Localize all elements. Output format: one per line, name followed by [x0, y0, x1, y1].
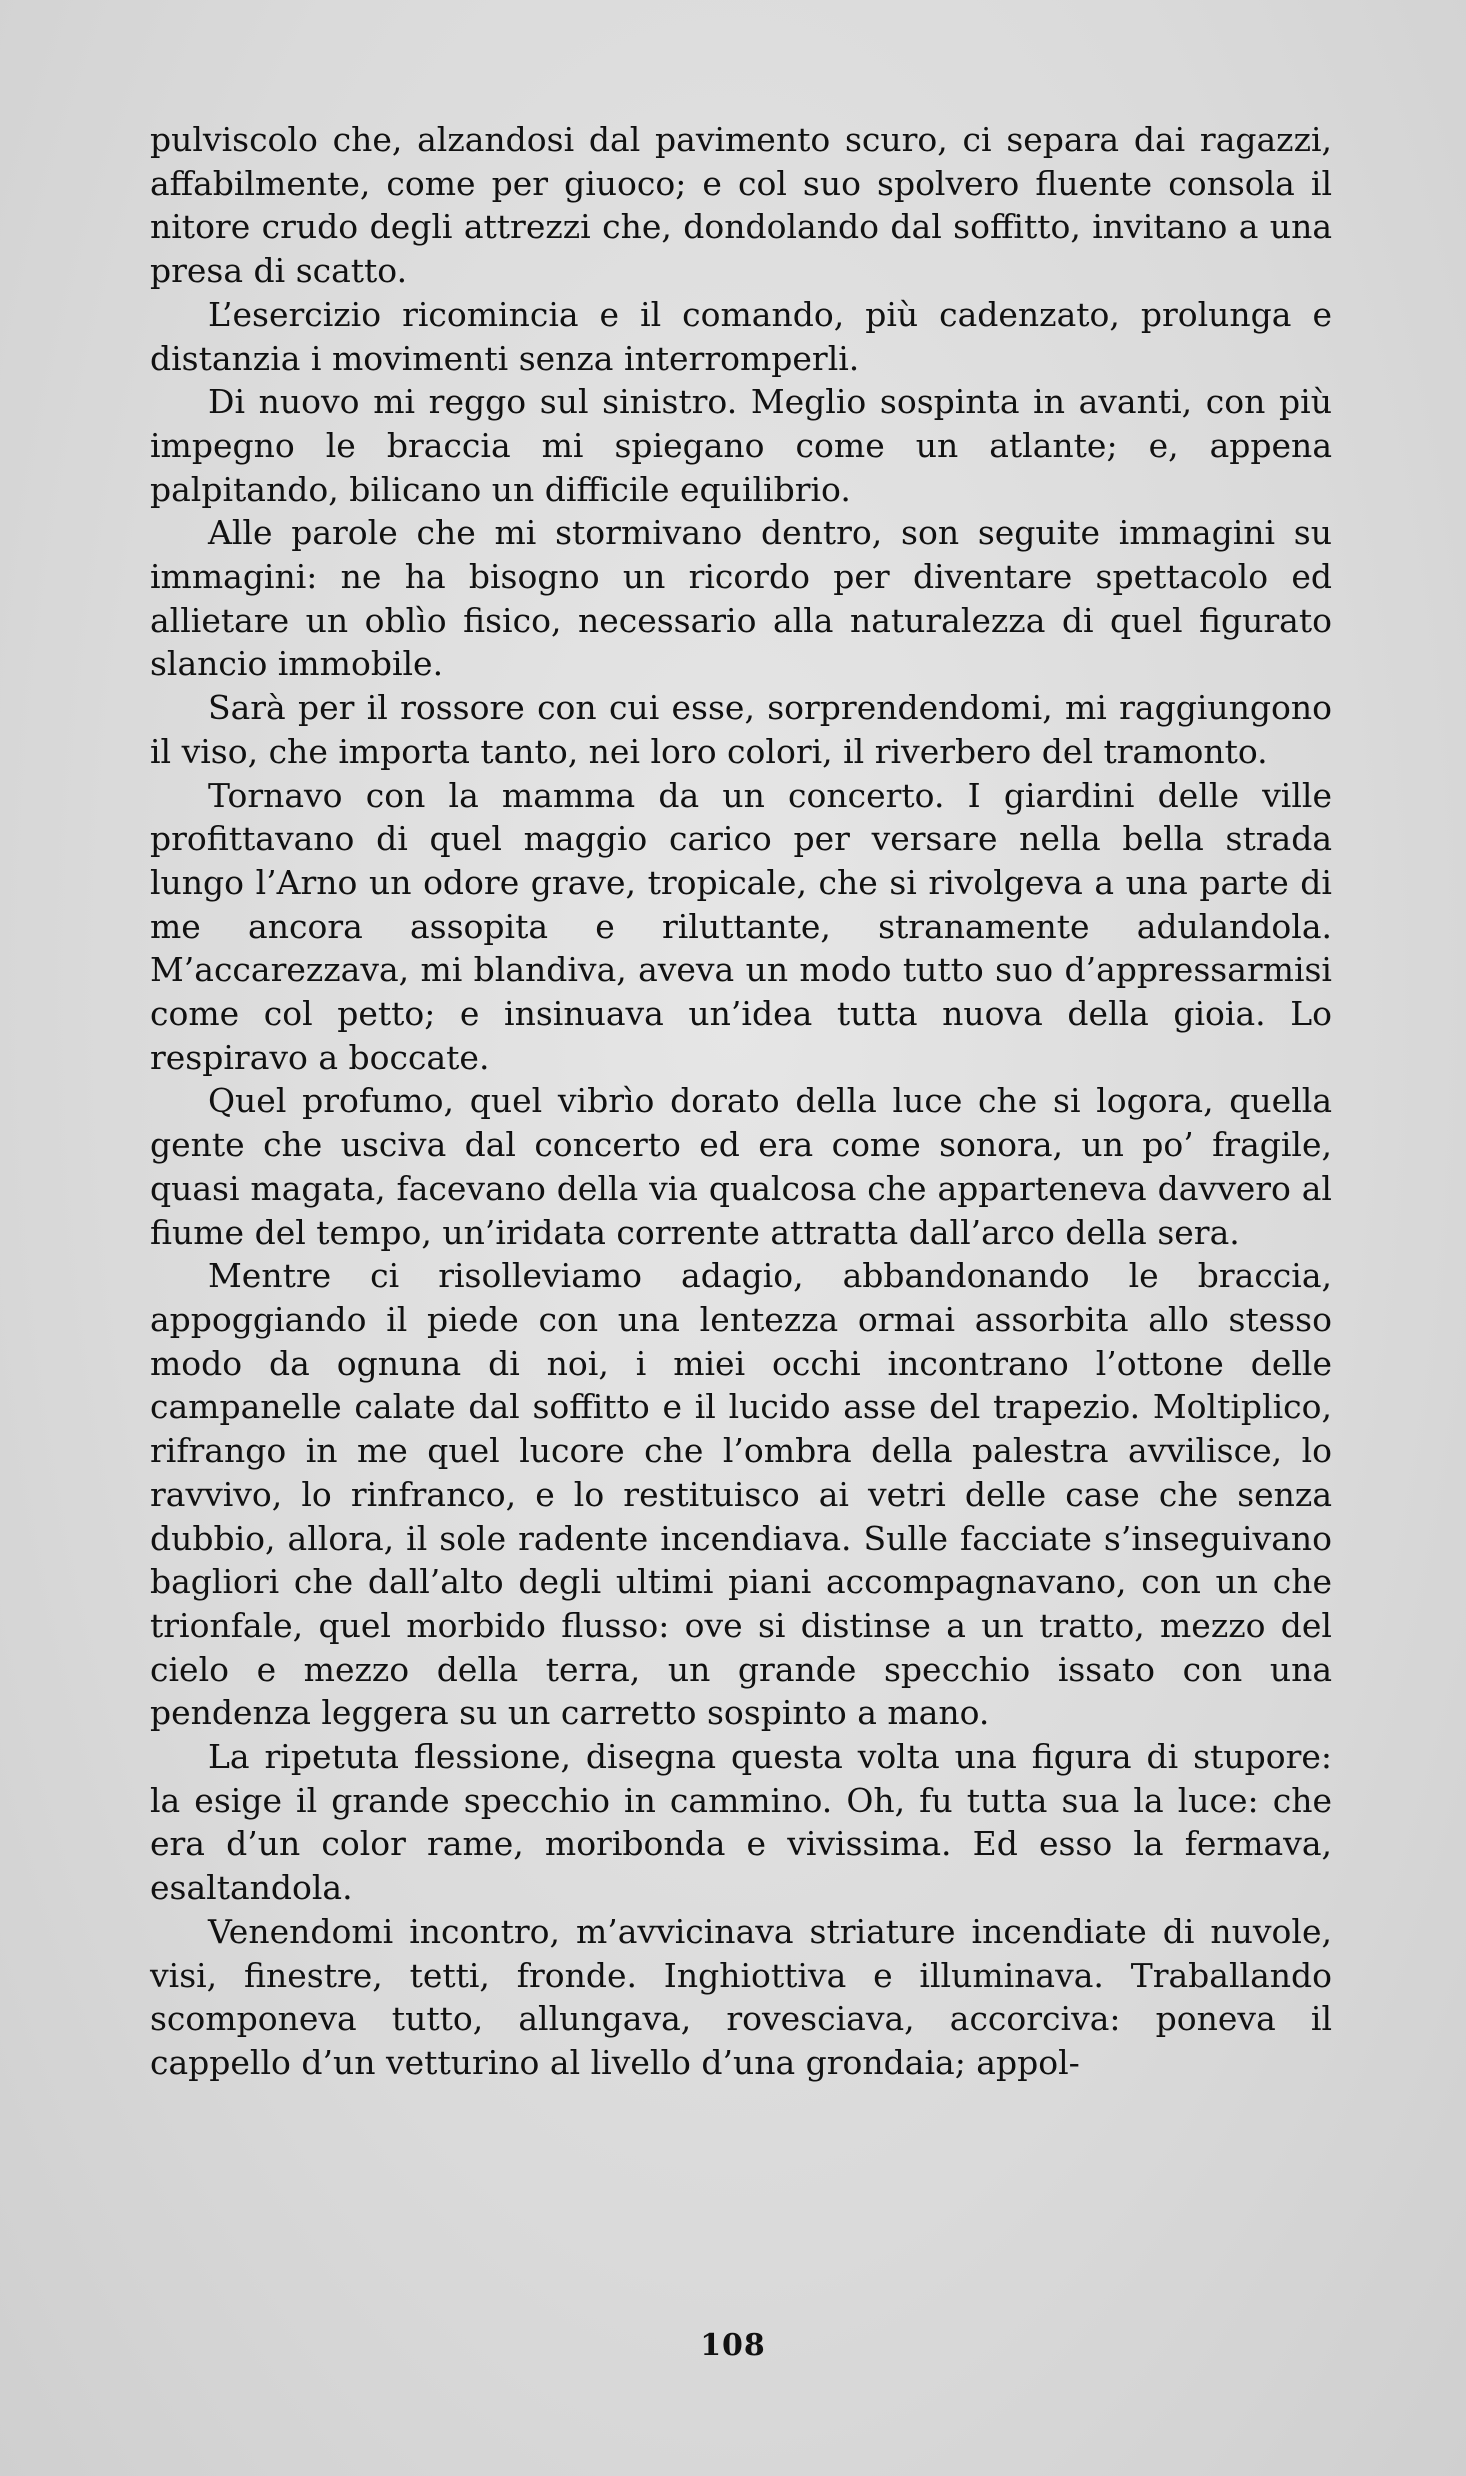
paragraph: Quel profumo, quel vibrìo dorato della luce che si logora, quella gente che usciva dal concerto ed era come sonora, un po’ fragile, quasi magata, facevano della via qualcosa che apparteneva davvero al fiume del tempo, un’iridata corrente attratta dall’arco della sera.	[150, 1081, 1332, 1252]
paragraph: pulviscolo che, alzandosi dal pavimento scuro, ci separa dai ragazzi, affabilmente, come per giuoco; e col suo spolvero fluente consola il nitore crudo degli attrezzi che, dondolando dal soffitto, invitano a una presa di scatto.	[150, 120, 1332, 291]
paragraph: Sarà per il rossore con cui esse, sorprendendomi, mi raggiungono il viso, che importa tanto, nei loro colori, il riverbero del tramonto.	[150, 688, 1332, 771]
page-number: 108	[700, 2328, 766, 2363]
paragraph: Mentre ci risolleviamo adagio, abbandonando le braccia, appoggiando il piede con una lentezza ormai assorbita allo stesso modo da ognuna di noi, i miei occhi incontrano l’ottone delle campanelle calate dal soffitto e il lucido asse del trapezio. Moltiplico, rifrango in me quel lucore che l’ombra della palestra avvilisce, lo ravvivo, lo rinfranco, e lo restituisco ai vetri delle case che senza dubbio, allora, il sole radente incendiava. Sulle facciate s’inseguivano bagliori che dall’alto degli ultimi piani accompagnavano, con un che trionfale, quel morbido flusso: ove si distinse a un tratto, mezzo del cielo e mezzo della terra, un grande specchio issato con una pendenza leggera su un carretto sospinto a mano.	[150, 1256, 1332, 1733]
body-text	[150, 118, 1332, 2085]
paragraph: Tornavo con la mamma da un concerto. I giardini delle ville profittavano di quel maggio carico per versare nella bella strada lungo l’Arno un odore grave, tropicale, che si rivolgeva a una parte di me ancora assopita e riluttante, stranamente adulandola. M’accarezzava, mi blandiva, aveva un modo tutto suo d’appressarmisi come col petto; e insinuava un’idea tutta nuova della gioia. Lo respiravo a boccate.	[150, 775, 1332, 1077]
paragraph: Venendomi incontro, m’avvicinava striature incendiate di nuvole, visi, finestre, tetti, fronde. Inghiottiva e illuminava. Traballando scomponeva tutto, allungava, rovesciava, accorciva: poneva il cappello d’un vetturino al livello d’una grondaia; appol-	[150, 1911, 1332, 2082]
paragraph: Alle parole che mi stormivano dentro, son seguite immagini su immagini: ne ha bisogno un ricordo per diventare spettacolo ed allietare un oblìo fisico, necessario alla naturalezza di quel figurato slancio immobile.	[150, 513, 1332, 684]
paragraph: L’esercizio ricomincia e il comando, più cadenzato, prolunga e distanzia i movimenti senza interromperli.	[150, 294, 1332, 378]
paragraph: La ripetuta flessione, disegna questa volta una figura di stupore: la esige il grande specchio in cammino. Oh, fu tutta sua la luce: che era d’un color rame, moribonda e vivissima. Ed esso la fermava, esaltandola.	[150, 1737, 1332, 1908]
paragraph: Di nuovo mi reggo sul sinistro. Meglio sospinta in avanti, con più impegno le braccia mi spiegano come un atlante; e, appena palpitando, bilicano un difficile equilibrio.	[150, 382, 1332, 509]
